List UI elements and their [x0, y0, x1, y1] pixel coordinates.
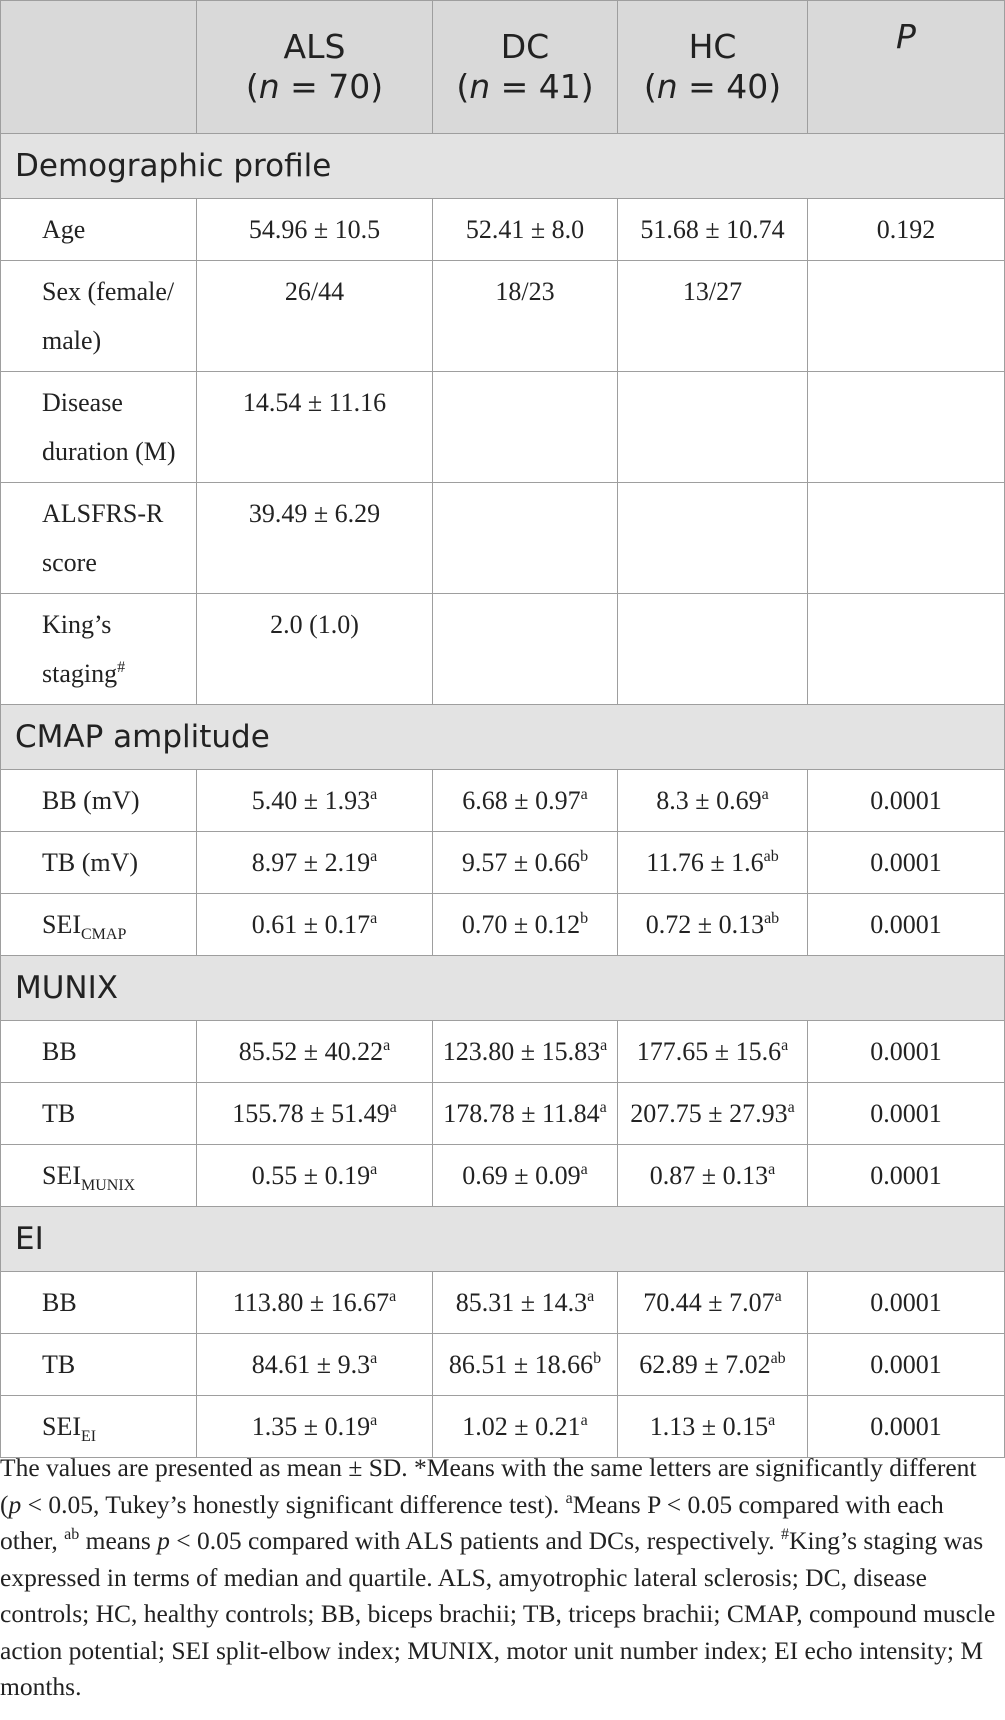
cell-hc: 62.89 ± 7.02$^{ab}$	[618, 1334, 808, 1396]
cell-als: 0.61 ± 0.17$^a$	[197, 894, 433, 956]
section-title-cmap: CMAP amplitude	[1, 705, 1005, 770]
table-row-cmap-sei	[1, 894, 1005, 956]
row-label: $SEI_{EI}$	[1, 1396, 197, 1458]
section-row-demographic	[1, 134, 1005, 199]
header-als: ALS (n = 70)	[197, 1, 433, 134]
header-p: P	[808, 1, 1005, 134]
cell-hc	[618, 594, 808, 705]
table-row-cmap-bb	[1, 770, 1005, 832]
cell-p: 0.0001	[808, 770, 1005, 832]
cell-als: 113.80 ± 16.67$^a$	[197, 1272, 433, 1334]
cell-als: 14.54 ± 11.16	[197, 372, 433, 483]
cell-als: 8.97 ± 2.19$^a$	[197, 832, 433, 894]
row-label: TB (mV)	[1, 832, 197, 894]
table-row-disease-duration	[1, 372, 1005, 483]
cell-hc: 177.65 ± 15.6$^a$	[618, 1021, 808, 1083]
header-dc: DC (n = 41)	[433, 1, 618, 134]
cell-hc: 0.87 ± 0.13$^a$	[618, 1145, 808, 1207]
row-label: Disease duration (M)	[1, 372, 197, 483]
cell-dc	[433, 372, 618, 483]
row-label: BB (mV)	[1, 770, 197, 832]
cell-p: 0.0001	[808, 1272, 1005, 1334]
cell-hc: 1.13 ± 0.15$^a$	[618, 1396, 808, 1458]
table-row-ei-sei	[1, 1396, 1005, 1458]
cell-p	[808, 594, 1005, 705]
cell-hc	[618, 372, 808, 483]
cell-dc: 85.31 ± 14.3$^a$	[433, 1272, 618, 1334]
cell-hc: 0.72 ± 0.13$^{ab}$	[618, 894, 808, 956]
cell-p	[808, 483, 1005, 594]
row-label: BB	[1, 1272, 197, 1334]
header-row	[1, 1, 1005, 134]
cell-als: 2.0 (1.0)	[197, 594, 433, 705]
table-row-cmap-tb	[1, 832, 1005, 894]
cell-als: 5.40 ± 1.93$^a$	[197, 770, 433, 832]
cell-hc: 8.3 ± 0.69$^a$	[618, 770, 808, 832]
cell-p: 0.0001	[808, 894, 1005, 956]
section-title-ei: EI	[1, 1207, 1005, 1272]
table-row-ei-bb	[1, 1272, 1005, 1334]
cell-dc: 123.80 ± 15.83$^a$	[433, 1021, 618, 1083]
cell-hc: 207.75 ± 27.93$^a$	[618, 1083, 808, 1145]
cell-p: 0.0001	[808, 1396, 1005, 1458]
section-row-ei	[1, 1207, 1005, 1272]
row-label: $SEI_{MUNIX}$	[1, 1145, 197, 1207]
header-empty	[1, 1, 197, 134]
cell-p: 0.0001	[808, 832, 1005, 894]
section-row-cmap	[1, 705, 1005, 770]
cell-p: 0.0001	[808, 1083, 1005, 1145]
cell-als: 155.78 ± 51.49$^a$	[197, 1083, 433, 1145]
row-label: TB	[1, 1334, 197, 1396]
section-title-demographic: Demographic profile	[1, 134, 1005, 199]
cell-hc	[618, 483, 808, 594]
cell-dc	[433, 483, 618, 594]
cell-dc: 1.02 ± 0.21$^a$	[433, 1396, 618, 1458]
table-row-munix-tb	[1, 1083, 1005, 1145]
table-row-kings-staging	[1, 594, 1005, 705]
cell-dc: 86.51 ± 18.66$^b$	[433, 1334, 618, 1396]
cell-dc: 6.68 ± 0.97$^a$	[433, 770, 618, 832]
cell-dc: 52.41 ± 8.0	[433, 199, 618, 261]
cell-p: 0.0001	[808, 1145, 1005, 1207]
cell-als: 54.96 ± 10.5	[197, 199, 433, 261]
cell-p: 0.0001	[808, 1334, 1005, 1396]
cell-dc: 18/23	[433, 261, 618, 372]
cell-dc	[433, 594, 618, 705]
row-label: $SEI_{CMAP}$	[1, 894, 197, 956]
row-label: King’s staging#	[1, 594, 197, 705]
row-label: Sex (female/ male)	[1, 261, 197, 372]
cell-p: 0.192	[808, 199, 1005, 261]
cell-dc: 9.57 ± 0.66$^b$	[433, 832, 618, 894]
cell-dc: 0.70 ± 0.12$^b$	[433, 894, 618, 956]
row-label: Age	[1, 199, 197, 261]
cell-p	[808, 261, 1005, 372]
cell-p: 0.0001	[808, 1021, 1005, 1083]
cell-als: 1.35 ± 0.19$^a$	[197, 1396, 433, 1458]
table-row-munix-bb	[1, 1021, 1005, 1083]
row-label: BB	[1, 1021, 197, 1083]
section-row-munix	[1, 956, 1005, 1021]
cell-als: 39.49 ± 6.29	[197, 483, 433, 594]
table-row-age	[1, 199, 1005, 261]
table-row-ei-tb	[1, 1334, 1005, 1396]
cell-hc: 51.68 ± 10.74	[618, 199, 808, 261]
header-hc: HC (n = 40)	[618, 1, 808, 134]
cell-hc: 11.76 ± 1.6$^{ab}$	[618, 832, 808, 894]
cell-als: 85.52 ± 40.22$^a$	[197, 1021, 433, 1083]
cell-hc: 70.44 ± 7.07$^a$	[618, 1272, 808, 1334]
cell-dc: 178.78 ± 11.84$^a$	[433, 1083, 618, 1145]
row-label: TB	[1, 1083, 197, 1145]
table-footnote: The values are presented as mean ± SD. *Means with the same letters are significantly different (p < 0.05, Tukey’s honestly significant difference test). $^a$Means P < 0.05 compared with each other, $^{ab}$ means p < 0.05 compared with ALS patients and DCs, respectively. #King’s staging was expressed in terms of median and quartile. ALS, amyotrophic lateral sclerosis; DC, disease controls; HC, healthy controls; BB, biceps brachii; TB, triceps brachii; CMAP, compound muscle action potential; SEI split-elbow index; MUNIX, motor unit number index; EI echo intensity; M months.	[0, 1453, 996, 1701]
cell-dc: 0.69 ± 0.09$^a$	[433, 1145, 618, 1207]
table-row-alsfrs	[1, 483, 1005, 594]
cell-als: 0.55 ± 0.19$^a$	[197, 1145, 433, 1207]
table-row-munix-sei	[1, 1145, 1005, 1207]
cell-als: 84.61 ± 9.3$^a$	[197, 1334, 433, 1396]
table-row-sex	[1, 261, 1005, 372]
section-title-munix: MUNIX	[1, 956, 1005, 1021]
cell-hc: 13/27	[618, 261, 808, 372]
cell-p	[808, 372, 1005, 483]
cell-als: 26/44	[197, 261, 433, 372]
row-label: ALSFRS-R score	[1, 483, 197, 594]
